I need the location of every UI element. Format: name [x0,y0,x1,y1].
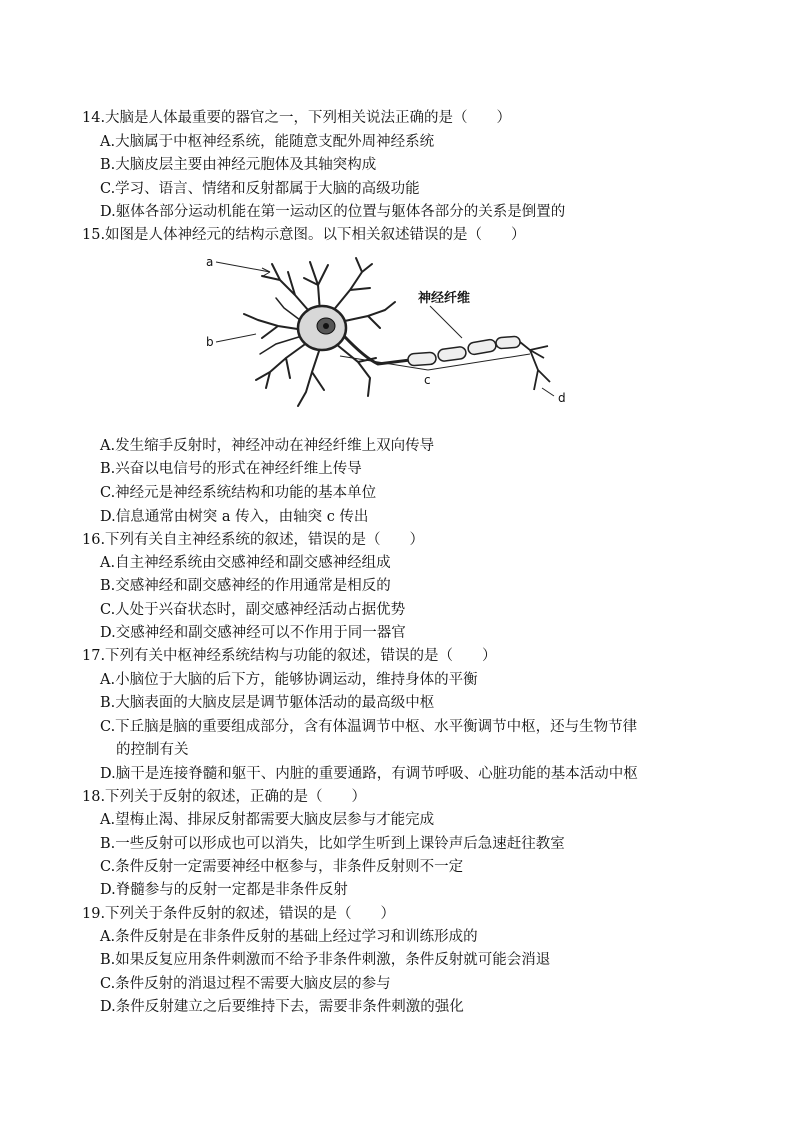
label-nerve-fiber: 神经纤维 [418,291,471,306]
neuron-diagram [200,250,580,428]
question-18-option-c: C.条件反射一定需要神经中枢参与，非条件反射则不一定 [100,859,464,875]
question-17-stem: 17.下列有关中枢神经系统结构与功能的叙述，错误的是（ ） [82,648,497,664]
question-14-option-c: C.学习、语言、情绪和反射都属于大脑的高级功能 [100,181,420,197]
question-16-option-c: C.人处于兴奋状态时，副交感神经活动占据优势 [100,602,406,618]
label-b: b [206,335,214,349]
question-19-option-c: C.条件反射的消退过程不需要大脑皮层的参与 [100,976,391,992]
question-19-option-a: A.条件反射是在非条件反射的基础上经过学习和训练形成的 [100,929,478,945]
question-18-option-d: D.脊髓参与的反射一定都是非条件反射 [100,882,348,898]
label-c: c [424,373,431,387]
question-14-option-b: B.大脑皮层主要由神经元胞体及其轴突构成 [100,157,377,173]
question-19-stem: 19.下列关于条件反射的叙述，错误的是（ ） [82,906,396,922]
question-16-option-a: A.自主神经系统由交感神经和副交感神经组成 [100,555,391,571]
question-14-option-d: D.躯体各部分运动机能在第一运动区的位置与躯体各部分的关系是倒置的 [100,204,566,220]
question-15-option-b: B.兴奋以电信号的形式在神经纤维上传导 [100,461,362,477]
question-18-option-b: B.一些反射可以形成也可以消失，比如学生听到上课铃声后急速赶往教室 [100,836,565,852]
question-14-stem: 14.大脑是人体最重要的器官之一，下列相关说法正确的是（ ） [82,110,512,126]
question-17-option-c-continuation: 的控制有关 [116,742,189,758]
question-17-option-a: A.小脑位于大脑的后下方，能够协调运动，维持身体的平衡 [100,672,478,688]
question-18-stem: 18.下列关于反射的叙述，正确的是（ ） [82,789,367,805]
question-15-option-c: C.神经元是神经系统结构和功能的基本单位 [100,485,377,501]
question-15-option-a: A.发生缩手反射时，神经冲动在神经纤维上双向传导 [100,438,435,454]
question-14-option-a: A.大脑属于中枢神经系统，能随意支配外周神经系统 [100,134,435,150]
label-d: d [558,391,566,405]
question-15-stem: 15.如图是人体神经元的结构示意图。以下相关叙述错误的是（ ） [82,227,526,243]
question-18-option-a: A.望梅止渴、排尿反射都需要大脑皮层参与才能完成 [100,812,435,828]
question-19-option-b: B.如果反复应用条件刺激而不给予非条件刺激，条件反射就可能会消退 [100,952,551,968]
question-16-stem: 16.下列有关自主神经系统的叙述，错误的是（ ） [82,532,425,548]
question-17-option-b: B.大脑表面的大脑皮层是调节躯体活动的最高级中枢 [100,695,435,711]
question-15-option-d: D.信息通常由树突 a 传入，由轴突 c 传出 [100,509,369,525]
question-16-option-b: B.交感神经和副交感神经的作用通常是相反的 [100,578,391,594]
label-a: a [206,255,214,269]
question-19-option-d: D.条件反射建立之后要维持下去，需要非条件刺激的强化 [100,999,464,1015]
question-16-option-d: D.交感神经和副交感神经可以不作用于同一器官 [100,625,406,641]
question-17-option-c: C.下丘脑是脑的重要组成部分，含有体温调节中枢、水平衡调节中枢，还与生物节律 [100,719,638,735]
question-17-option-d: D.脑干是连接脊髓和躯干、内脏的重要通路，有调节呼吸、心脏功能的基本活动中枢 [100,766,638,782]
